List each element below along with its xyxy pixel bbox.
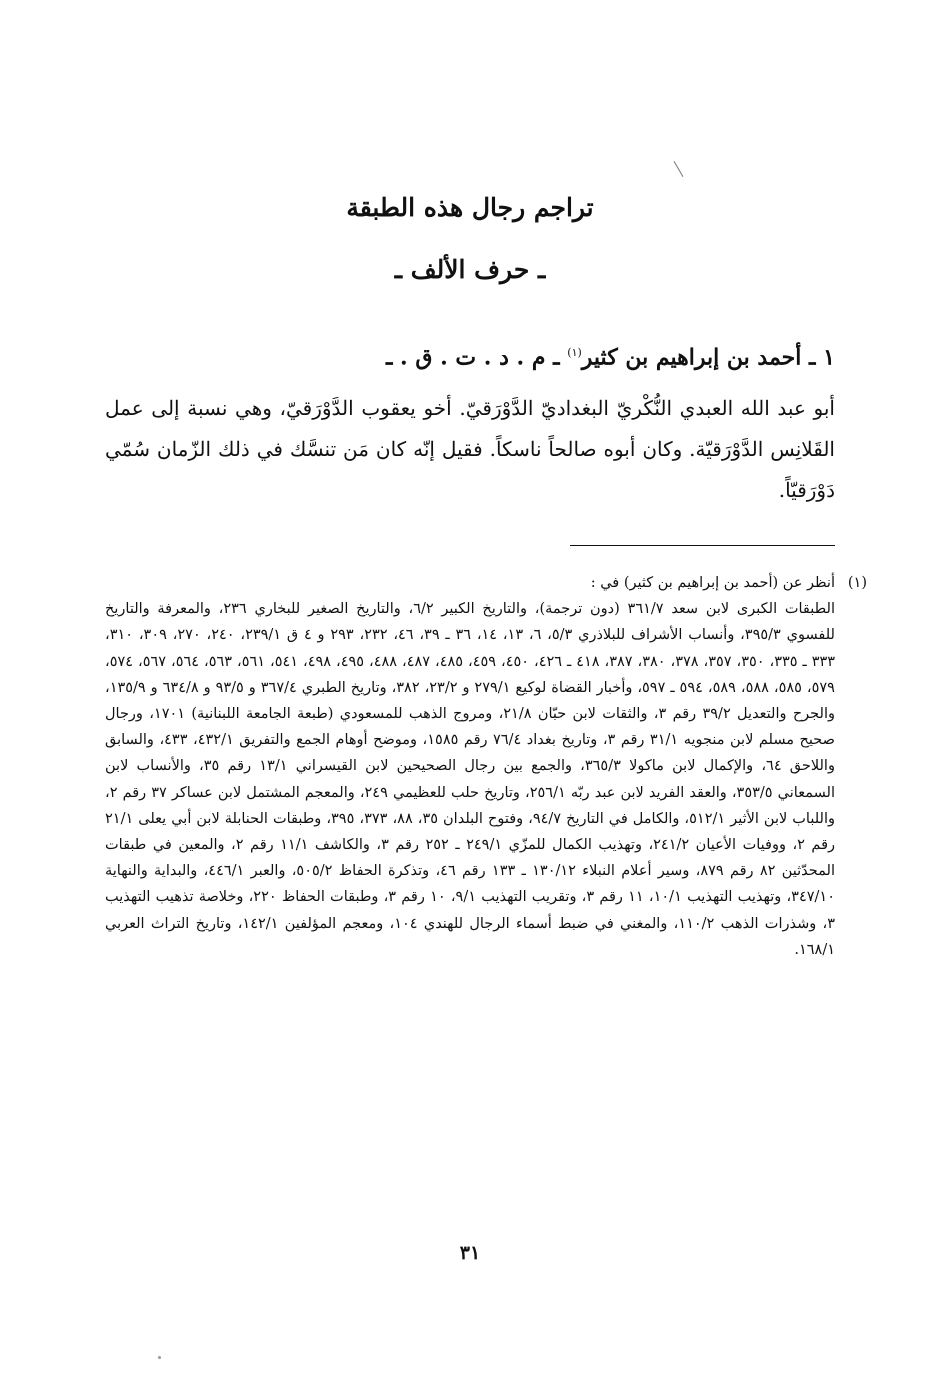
entry-symbols: ـ م . د . ت . ق . ـ xyxy=(385,344,568,371)
footnote-reference: (١) xyxy=(567,346,582,359)
entry-name: ١ ـ أحمد بن إبراهيم بن كثير xyxy=(581,344,835,371)
stray-dot xyxy=(158,1356,161,1359)
page-title: تراجم رجال هذه الطبقة xyxy=(346,193,594,222)
footnote-divider xyxy=(570,545,835,546)
entry-body: أبو عبد الله العبدي النُّكْريّ البغداديّ الدَّوْرَقيّ. أخو يعقوب الدَّوْرَقيّ، وهي نسبة إلى عمل القَلانِس الدَّوْرَقيّة. وكان أبوه صالحاً ناسكاً. فقيل إنّه كان مَن تنسَّك في ذلك الزّمان سُمّي دَوْرَقيّاً. xyxy=(105,396,835,502)
footnote-marker: (١) xyxy=(847,575,867,591)
stray-pen-mark xyxy=(674,161,684,177)
footnote xyxy=(105,570,867,963)
footnote-text: الطبقات الكبرى لابن سعد ٣٦١/٧ (دون ترجمة)، والتاريخ الكبير ٦/٢، والتاريخ الصغير للبخاري ٢٣٦، والمعرفة والتاريخ للفسوي ٣٩٥/٣، وأنساب الأشراف للبلاذري ٥/٣، ٦، ١٣، ١٤، ٣٦ ـ ٣٩، ٤٦، ٢٣٢، ٢٩٣ و ٤ ق ٢٣٩/١، ٢٤٠، ٢٧٠، ٣٠٩، ٣١٠، ٣٣٣ ـ ٣٣٥، ٣٥٠، ٣٥٧، ٣٧٨، ٣٨٠، ٣٨٧، ٤١٨ ـ ٤٢٦، ٤٥٠، ٤٥٩، ٤٨٥، ٤٨٧، ٤٨٨، ٤٩٥، ٤٩٨، ٥٤١، ٥٦١، ٥٦٣، ٥٦٤، ٥٦٧، ٥٧٤، ٥٧٩، ٥٨٥، ٥٨٨، ٥٨٩، ٥٩٤ ـ ٥٩٧، وأخبار القضاة لوكيع ٢٧٩/١ و ٢٣/٢، ٣٨٢، وتاريخ الطبري ٣٦٧/٤ و ٩٣/٥ و ٦٣٤/٨ و ١٣٥/٩، والجرح والتعديل ٣٩/٢ رقم ٣، والثقات لابن حبّان ٢١/٨، ومروج الذهب للمسعودي (طبعة الجامعة اللبنانية) ١٧٠١، ورجال صحيح مسلم لابن منجويه ٣١/١ رقم ٣، وتاريخ بغداد ٧٦/٤ رقم ١٥٨٥، وموضح أوهام الجمع والتفريق ٤٣٢/١، ٤٣٣، والسابق واللاحق ٦٤، والإكمال لابن ماكولا ٣٦٥/٣، والجمع بين رجال الصحيحين لابن القيسراني ١٣/١ رقم ٣٥، والأنساب لابن السمعاني ٣٥٣/٥، والعقد الفريد لابن عبد ربّه ٢٥٦/١، وتاريخ حلب للعظيمي ٢٤٩، والمعجم المشتمل لابن عساكر ٣٧ رقم ٢، واللباب لابن الأثير ٥١٢/١، والكامل في التاريخ ٩٤/٧، وفتوح البلدان ٣٥، ٨٨، ٣٧٣، ٣٩٥، وطبقات الحنابلة لابن أبي يعلى ٢١/١ رقم ٢، ووفيات الأعيان ٢٤١/٢، وتهذيب الكمال للمزّي ٢٤٩/١ ـ ٢٥٢ رقم ٣، والكاشف ١١/١ رقم ٢، والمعين في طبقات المحدّثين ٨٢ رقم ٨٧٩، وسير أعلام النبلاء ١٣٠/١٢ ـ ١٣٣ رقم ٤٦، وتذكرة الحفاظ ٥٠٥/٢، والعبر ٤٤٦/١، والبداية والنهاية ٣٤٧/١٠، وتهذيب التهذيب ١٠/١، ١١ رقم ٣، وتقريب التهذيب ٩/١، ١٠ رقم ٣، وطبقات الحفاظ ٢٢٠، وخلاصة تذهيب التهذيب ٣، وشذرات الذهب ١١٠/٢، والمغني في ضبط أسماء الرجال للهندي ١٠٤، ومعجم المؤلفين ١٤٢/١، وتاريخ التراث العربي ١٦٨/١. xyxy=(105,601,836,958)
footnote-lead: أنظر عن (أحمد بن إبراهيم بن كثير) في : xyxy=(590,575,835,591)
entry-heading xyxy=(135,333,835,377)
section-heading: ـ حرف الألف ـ xyxy=(394,255,546,284)
page-number: ٣١ xyxy=(459,1242,481,1264)
